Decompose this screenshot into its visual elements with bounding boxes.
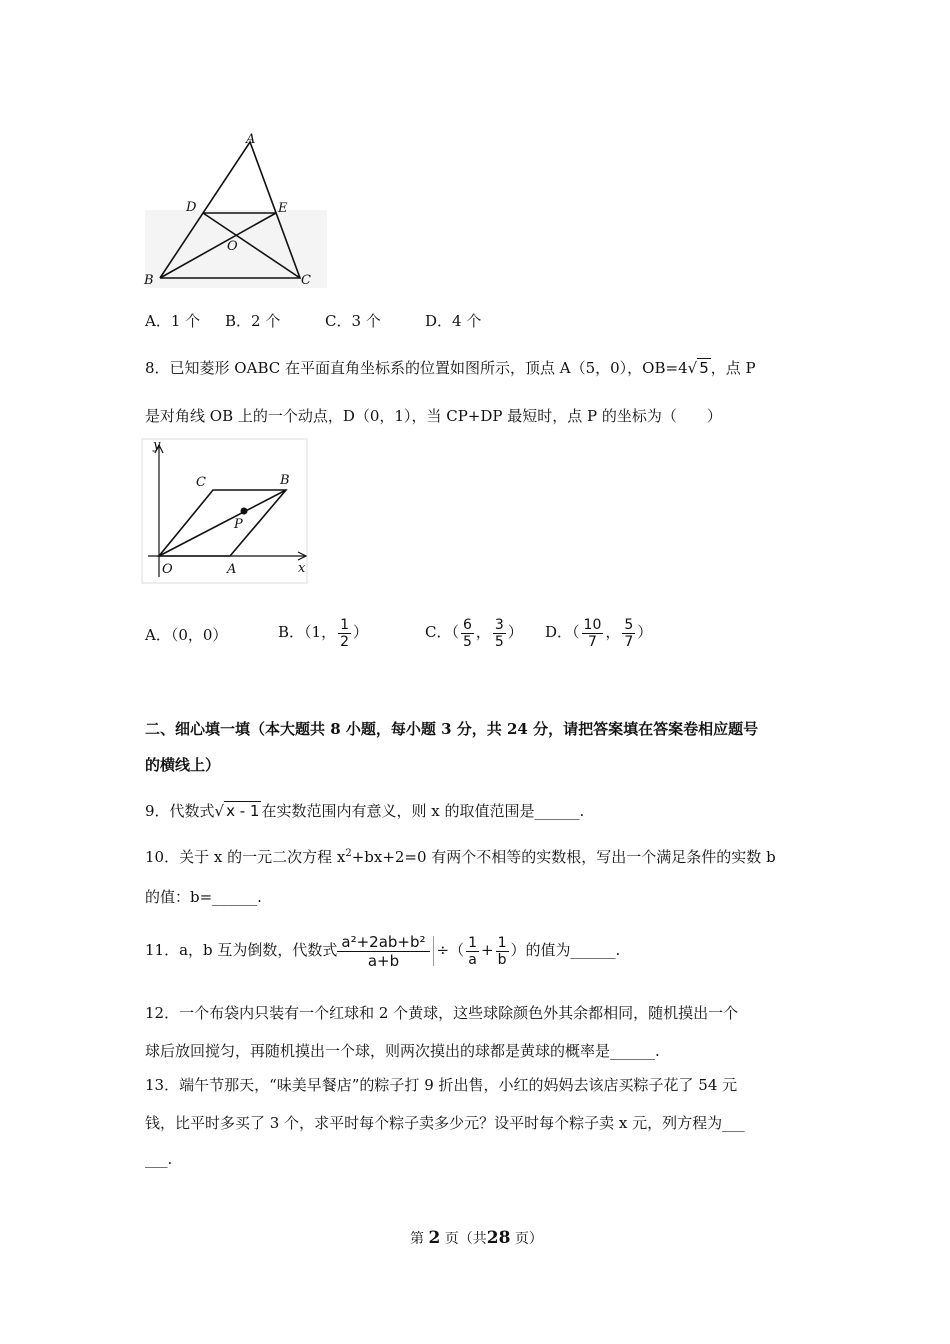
label-d: D <box>186 200 197 215</box>
q8-option-c-post: ） <box>507 623 523 641</box>
fraction-numerator: 6 <box>462 616 472 633</box>
label-a: A <box>227 562 237 577</box>
q9-sqrt: √ x - 1 <box>214 802 260 820</box>
formula-divider <box>433 936 434 966</box>
q11-fraction-1-over-b <box>496 935 509 968</box>
q10-sup: 2 <box>345 848 352 859</box>
q8-sqrt: √ 5 <box>687 359 709 377</box>
point-p <box>241 508 248 515</box>
label-p: P <box>234 517 243 532</box>
label-c: C <box>196 475 206 490</box>
q13-line3: ___. <box>145 1150 173 1168</box>
q7-option-b: B．2 个 <box>225 312 281 330</box>
footer-total-pages: 28 <box>486 1228 511 1248</box>
q7-option-d: D．4 个 <box>425 312 482 330</box>
fraction-numerator: 1 <box>340 616 349 633</box>
footer-post: 页） <box>514 1231 543 1247</box>
footer-page-number: 2 <box>428 1228 441 1248</box>
rhombus-figure <box>140 435 310 585</box>
fraction-denominator: 7 <box>624 633 634 650</box>
q8-option-b-post: ） <box>353 623 369 641</box>
label-e: E <box>278 201 288 216</box>
fraction-denominator: 5 <box>494 633 504 650</box>
q7-option-a: A．1 个 <box>145 312 201 330</box>
fraction-numerator: 1 <box>468 934 478 951</box>
fraction-numerator: 3 <box>494 616 504 633</box>
q8-option-c <box>425 612 523 652</box>
q8-option-c-label: C．（ <box>425 623 459 641</box>
q11-post: ）的值为______. <box>510 941 621 959</box>
q8-option-b-fraction <box>338 617 351 650</box>
fraction-denominator: b <box>497 951 507 968</box>
page-footer <box>410 1228 543 1248</box>
fraction-denominator: a <box>468 951 477 968</box>
q9-post: 在实数范围内有意义，则 x 的取值范围是______. <box>261 802 585 820</box>
q11-divide: ÷（ <box>436 941 465 959</box>
fraction-denominator: 5 <box>462 633 472 650</box>
section2-heading-line1: 二、细心填一填（本大题共 8 小题，每小题 3 分，共 24 分，请把答案填在答案卷相应题号 <box>145 720 759 738</box>
axis-label-y: y <box>153 438 161 453</box>
q13-line2: 钱，比平时多买了 3 个，求平时每个粽子卖多少元？设平时每个粽子卖 x 元，列方程为___ <box>145 1114 745 1132</box>
q9-pre: 9．代数式 <box>145 802 215 820</box>
q8-option-c-fraction1 <box>461 617 474 650</box>
q11-pre: 11．a，b 互为倒数，代数式 <box>145 941 338 959</box>
q8-option-d <box>545 612 652 652</box>
label-o: O <box>227 239 238 254</box>
q7-option-c: C．3 个 <box>325 312 381 330</box>
q8-sqrt-radicand: 5 <box>699 359 709 377</box>
footer-pre: 第 <box>410 1231 424 1247</box>
label-o: O <box>162 562 173 577</box>
q8-option-c-fraction2 <box>493 617 506 650</box>
q11-fraction <box>337 933 429 970</box>
fraction-denominator: 7 <box>587 633 597 650</box>
q8-text-post: ，点 P <box>710 359 756 377</box>
fraction-numerator: 10 <box>583 616 602 633</box>
label-b: B <box>280 473 290 488</box>
q10-line2: 的值：b=______. <box>145 888 262 906</box>
q8-option-d-sep: ， <box>605 623 621 641</box>
q8-line2: 是对角线 OB 上的一个动点，D（0，1），当 CP+DP 最短时，点 P 的坐标为（ ） <box>145 407 722 425</box>
q8-option-d-label: D．（ <box>545 623 580 641</box>
q10-pre: 10．关于 x 的一元二次方程 x <box>145 848 346 866</box>
q10-post: +bx+2=0 有两个不相等的实数根，写出一个满足条件的实数 b <box>351 848 776 866</box>
triangle-figure <box>140 128 330 293</box>
fraction-denominator: 2 <box>340 633 349 650</box>
q13-line1: 13．端午节那天，“味美早餐店”的粽子打 9 折出售，小红的妈妈去该店买粽子花了 54 元 <box>145 1076 738 1094</box>
q8-option-d-fraction1 <box>582 617 604 650</box>
q9 <box>145 798 584 824</box>
q12-line2: 球后放回搅匀，再随机摸出一个球，则两次摸出的球都是黄球的概率是______. <box>145 1042 660 1060</box>
q8-line1 <box>145 357 756 378</box>
q11-denominator: a+b <box>367 951 400 970</box>
footer-mid: 页（共 <box>444 1231 487 1247</box>
axis-label-x: x <box>298 561 306 576</box>
q12-line1: 12．一个布袋内只装有一个红球和 2 个黄球，这些球除颜色外其余都相同，随机摸出一个 <box>145 1004 739 1022</box>
diagonal-ob <box>159 490 286 556</box>
q8-text-pre: 8．已知菱形 OABC 在平面直角坐标系的位置如图所示，顶点 A（5，0），OB=4 <box>145 359 688 377</box>
q8-option-b-pre: B．（1， <box>278 623 337 641</box>
q11-numerator: a²+2ab+b² <box>337 933 429 952</box>
q11-plus: + <box>481 941 494 959</box>
q11 <box>145 928 620 972</box>
section2-heading-line2: 的横线上） <box>145 756 221 774</box>
label-b: B <box>144 273 154 288</box>
q8-option-c-sep: ， <box>475 623 491 641</box>
fraction-numerator: 1 <box>497 934 507 951</box>
label-c: C <box>301 273 311 288</box>
q8-option-a: A．（0，0） <box>145 626 228 644</box>
fraction-numerator: 5 <box>624 616 634 633</box>
q8-option-d-post: ） <box>637 623 653 641</box>
q8-option-d-fraction2 <box>622 617 635 650</box>
q9-radicand: x - 1 <box>226 802 260 820</box>
q10-line1 <box>145 846 776 867</box>
q8-option-b <box>278 612 368 652</box>
q11-fraction-1-over-a <box>466 935 479 968</box>
label-a: A <box>246 132 256 147</box>
